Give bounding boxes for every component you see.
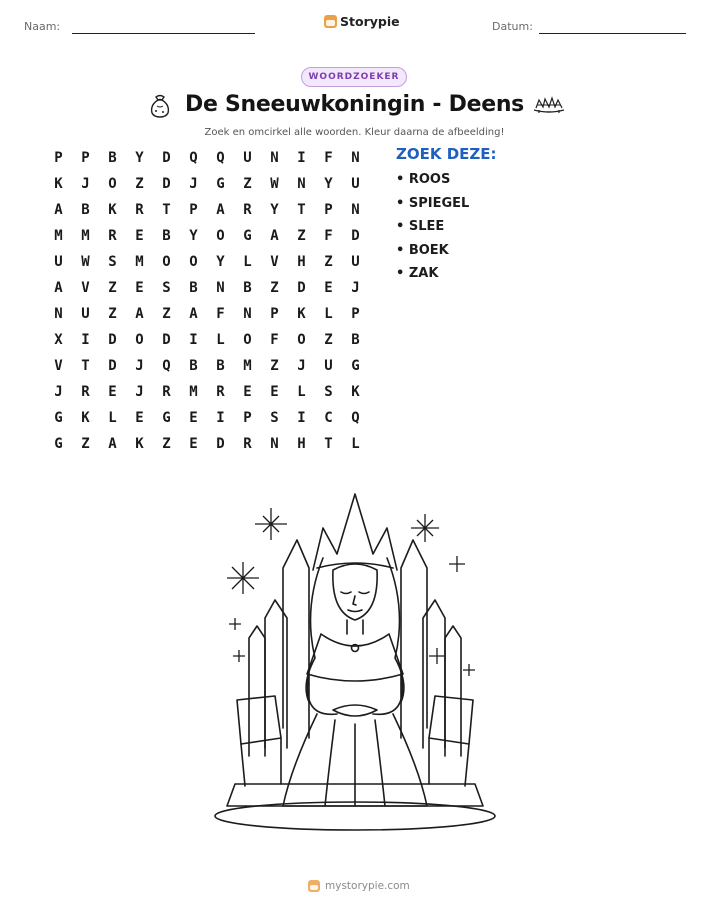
grid-letter[interactable]: B xyxy=(351,332,360,348)
sleigh-icon xyxy=(531,93,567,117)
date-label: Datum: xyxy=(492,20,533,33)
grid-letter[interactable]: L xyxy=(297,384,306,400)
grid-letter[interactable]: S xyxy=(270,410,279,426)
grid-row xyxy=(45,251,369,277)
grid-letter[interactable]: Z xyxy=(81,436,90,452)
grid-letter[interactable]: S xyxy=(108,254,117,270)
grid-letter[interactable]: B xyxy=(162,228,171,244)
grid-letter[interactable]: Z xyxy=(243,176,252,192)
grid-letter[interactable]: Z xyxy=(162,436,171,452)
grid-letter[interactable]: N xyxy=(216,280,225,296)
grid-letter[interactable]: O xyxy=(297,332,306,348)
grid-letter[interactable]: D xyxy=(162,332,171,348)
grid-letter[interactable]: N xyxy=(351,202,360,218)
grid-row xyxy=(45,381,369,407)
grid-letter[interactable]: N xyxy=(270,436,279,452)
grid-letter[interactable]: C xyxy=(324,410,333,426)
grid-letter[interactable]: A xyxy=(135,306,144,322)
grid-letter[interactable]: R xyxy=(81,384,90,400)
grid-letter[interactable]: K xyxy=(81,410,90,426)
grid-letter[interactable]: N xyxy=(297,176,306,192)
grid-letter[interactable]: M xyxy=(189,384,198,400)
grid-letter[interactable]: S xyxy=(162,280,171,296)
grid-letter[interactable]: N xyxy=(270,150,279,166)
grid-letter[interactable]: U xyxy=(351,176,360,192)
grid-letter[interactable]: W xyxy=(81,254,90,270)
grid-letter[interactable]: Y xyxy=(135,150,144,166)
grid-letter[interactable]: O xyxy=(108,176,117,192)
instructions: Zoek en omcirkel alle woorden. Kleur daarna de afbeelding! xyxy=(204,127,505,138)
grid-letter[interactable]: R xyxy=(243,202,252,218)
grid-letter[interactable]: F xyxy=(324,150,333,166)
name-line[interactable] xyxy=(72,33,255,34)
grid-letter[interactable]: E xyxy=(189,410,198,426)
grid-letter[interactable]: P xyxy=(351,306,360,322)
grid-letter[interactable]: P xyxy=(270,306,279,322)
grid-letter[interactable]: R xyxy=(243,436,252,452)
brand xyxy=(324,14,400,29)
grid-row xyxy=(45,225,369,251)
storypie-logo-icon xyxy=(308,880,320,892)
grid-letter[interactable]: M xyxy=(243,358,252,374)
word-item: • ZAK xyxy=(396,266,439,281)
grid-letter[interactable]: R xyxy=(162,384,171,400)
grid-letter[interactable]: B xyxy=(108,150,117,166)
grid-letter[interactable]: O xyxy=(216,228,225,244)
grid-letter[interactable]: U xyxy=(54,254,63,270)
grid-letter[interactable]: T xyxy=(324,436,333,452)
grid-letter[interactable]: N xyxy=(243,306,252,322)
grid-letter[interactable]: M xyxy=(81,228,90,244)
grid-letter[interactable]: I xyxy=(81,332,90,348)
grid-letter[interactable]: Y xyxy=(270,202,279,218)
grid-letter[interactable]: G xyxy=(216,176,225,192)
grid-letter[interactable]: E xyxy=(324,280,333,296)
grid-letter[interactable]: A xyxy=(54,280,63,296)
grid-letter[interactable]: E xyxy=(270,384,279,400)
grid-letter[interactable]: T xyxy=(297,202,306,218)
grid-letter[interactable]: B xyxy=(243,280,252,296)
grid-letter[interactable]: I xyxy=(297,150,306,166)
name-label: Naam: xyxy=(24,20,61,33)
grid-letter[interactable]: G xyxy=(243,228,252,244)
grid-letter[interactable]: U xyxy=(324,358,333,374)
grid-letter[interactable]: I xyxy=(297,410,306,426)
grid-letter[interactable]: F xyxy=(216,306,225,322)
grid-letter[interactable]: A xyxy=(270,228,279,244)
grid-letter[interactable]: D xyxy=(108,358,117,374)
word-item: • ROOS xyxy=(396,172,451,187)
grid-letter[interactable]: D xyxy=(351,228,360,244)
grid-letter[interactable]: J xyxy=(135,358,144,374)
grid-letter[interactable]: B xyxy=(189,280,198,296)
grid-letter[interactable]: D xyxy=(162,150,171,166)
grid-letter[interactable]: K xyxy=(54,176,63,192)
grid-letter[interactable]: J xyxy=(54,384,63,400)
grid-letter[interactable]: G xyxy=(162,410,171,426)
grid-letter[interactable]: Q xyxy=(216,150,225,166)
grid-letter[interactable]: P xyxy=(81,150,90,166)
grid-letter[interactable]: J xyxy=(297,358,306,374)
brand-name: Storypie xyxy=(340,14,400,29)
grid-letter[interactable]: J xyxy=(351,280,360,296)
page-title: De Sneeuwkoningin - Deens xyxy=(185,92,524,117)
date-line[interactable] xyxy=(539,33,686,34)
grid-letter[interactable]: D xyxy=(216,436,225,452)
grid-letter[interactable]: Z xyxy=(324,254,333,270)
grid-letter[interactable]: L xyxy=(108,410,117,426)
grid-letter[interactable]: U xyxy=(243,150,252,166)
grid-letter[interactable]: Y xyxy=(216,254,225,270)
grid-letter[interactable]: Z xyxy=(162,306,171,322)
grid-letter[interactable]: V xyxy=(54,358,63,374)
grid-letter[interactable]: Q xyxy=(162,358,171,374)
grid-letter[interactable]: E xyxy=(135,228,144,244)
word-item: • BOEK xyxy=(396,242,449,258)
grid-row xyxy=(45,329,369,355)
grid-letter[interactable]: D xyxy=(297,280,306,296)
grid-letter[interactable]: E xyxy=(108,384,117,400)
grid-letter[interactable]: A xyxy=(108,436,117,452)
grid-letter[interactable]: A xyxy=(216,202,225,218)
grid-letter[interactable]: Z xyxy=(270,358,279,374)
grid-letter[interactable]: Q xyxy=(189,150,198,166)
grid-letter[interactable]: G xyxy=(54,436,63,452)
grid-letter[interactable]: S xyxy=(324,384,333,400)
grid-letter[interactable]: L xyxy=(243,254,252,270)
footer xyxy=(308,880,410,892)
grid-letter[interactable]: V xyxy=(270,254,279,270)
worksheet-type-badge: WOORDZOEKER xyxy=(301,67,407,87)
grid-letter[interactable]: R xyxy=(108,228,117,244)
grid-letter[interactable]: Z xyxy=(297,228,306,244)
snow-queen-coloring-illustration[interactable] xyxy=(205,488,505,838)
grid-letter[interactable]: Z xyxy=(324,332,333,348)
grid-letter[interactable]: G xyxy=(351,358,360,374)
grid-letter[interactable]: T xyxy=(162,202,171,218)
grid-letter[interactable]: I xyxy=(189,332,198,348)
grid-letter[interactable]: D xyxy=(108,332,117,348)
grid-letter[interactable]: L xyxy=(351,436,360,452)
grid-letter[interactable]: E xyxy=(243,384,252,400)
footer-site-link[interactable]: mystorypie.com xyxy=(325,880,410,892)
grid-letter[interactable]: Z xyxy=(108,280,117,296)
grid-letter[interactable]: Z xyxy=(135,176,144,192)
grid-row xyxy=(45,355,369,381)
word-list-heading: ZOEK DEZE: xyxy=(396,145,497,163)
word-item: • SPIEGEL xyxy=(396,195,470,211)
grid-row xyxy=(45,277,369,303)
grid-letter[interactable]: K xyxy=(108,202,117,218)
grid-letter[interactable]: P xyxy=(54,150,63,166)
grid-letter[interactable]: K xyxy=(351,384,360,400)
grid-letter[interactable]: U xyxy=(81,306,90,322)
grid-letter[interactable]: K xyxy=(135,436,144,452)
grid-row xyxy=(45,147,369,173)
grid-letter[interactable]: N xyxy=(351,150,360,166)
grid-letter[interactable]: M xyxy=(54,228,63,244)
grid-letter[interactable]: R xyxy=(135,202,144,218)
grid-row xyxy=(45,407,369,433)
grid-letter[interactable]: I xyxy=(216,410,225,426)
grid-letter[interactable]: H xyxy=(297,436,306,452)
grid-letter[interactable]: P xyxy=(189,202,198,218)
grid-letter[interactable]: W xyxy=(270,176,279,192)
grid-letter[interactable]: B xyxy=(216,358,225,374)
grid-letter[interactable]: O xyxy=(162,254,171,270)
grid-row xyxy=(45,199,369,225)
grid-letter[interactable]: G xyxy=(54,410,63,426)
word-item: • SLEE xyxy=(396,219,445,234)
grid-letter[interactable]: X xyxy=(54,332,63,348)
grid-letter[interactable]: Z xyxy=(108,306,117,322)
grid-letter[interactable]: Y xyxy=(324,176,333,192)
grid-letter[interactable]: E xyxy=(135,280,144,296)
grid-row xyxy=(45,303,369,329)
grid-letter[interactable]: F xyxy=(270,332,279,348)
grid-letter[interactable]: H xyxy=(297,254,306,270)
grid-letter[interactable]: O xyxy=(189,254,198,270)
grid-letter[interactable]: Y xyxy=(189,228,198,244)
grid-letter[interactable]: B xyxy=(81,202,90,218)
grid-letter[interactable]: T xyxy=(81,358,90,374)
grid-letter[interactable]: Z xyxy=(270,280,279,296)
grid-letter[interactable]: L xyxy=(324,306,333,322)
grid-letter[interactable]: F xyxy=(324,228,333,244)
grid-letter[interactable]: R xyxy=(216,384,225,400)
grid-letter[interactable]: E xyxy=(135,410,144,426)
grid-letter[interactable]: Q xyxy=(351,410,360,426)
grid-letter[interactable]: E xyxy=(189,436,198,452)
grid-letter[interactable]: O xyxy=(135,332,144,348)
grid-letter[interactable]: O xyxy=(243,332,252,348)
grid-letter[interactable]: J xyxy=(81,176,90,192)
grid-letter[interactable]: A xyxy=(54,202,63,218)
grid-letter[interactable]: L xyxy=(216,332,225,348)
storypie-logo-icon xyxy=(324,15,337,28)
grid-letter[interactable]: P xyxy=(243,410,252,426)
grid-letter[interactable]: A xyxy=(189,306,198,322)
grid-letter[interactable]: P xyxy=(324,202,333,218)
grid-letter[interactable]: V xyxy=(81,280,90,296)
grid-row xyxy=(45,173,369,199)
grid-letter[interactable]: K xyxy=(297,306,306,322)
grid-letter[interactable]: B xyxy=(189,358,198,374)
grid-letter[interactable]: U xyxy=(351,254,360,270)
letter-grid[interactable] xyxy=(45,147,369,459)
grid-letter[interactable]: J xyxy=(135,384,144,400)
grid-letter[interactable]: M xyxy=(135,254,144,270)
grid-letter[interactable]: J xyxy=(189,176,198,192)
grid-row xyxy=(45,433,369,459)
word-list xyxy=(396,172,469,290)
grid-letter[interactable]: D xyxy=(162,176,171,192)
grid-letter[interactable]: N xyxy=(54,306,63,322)
